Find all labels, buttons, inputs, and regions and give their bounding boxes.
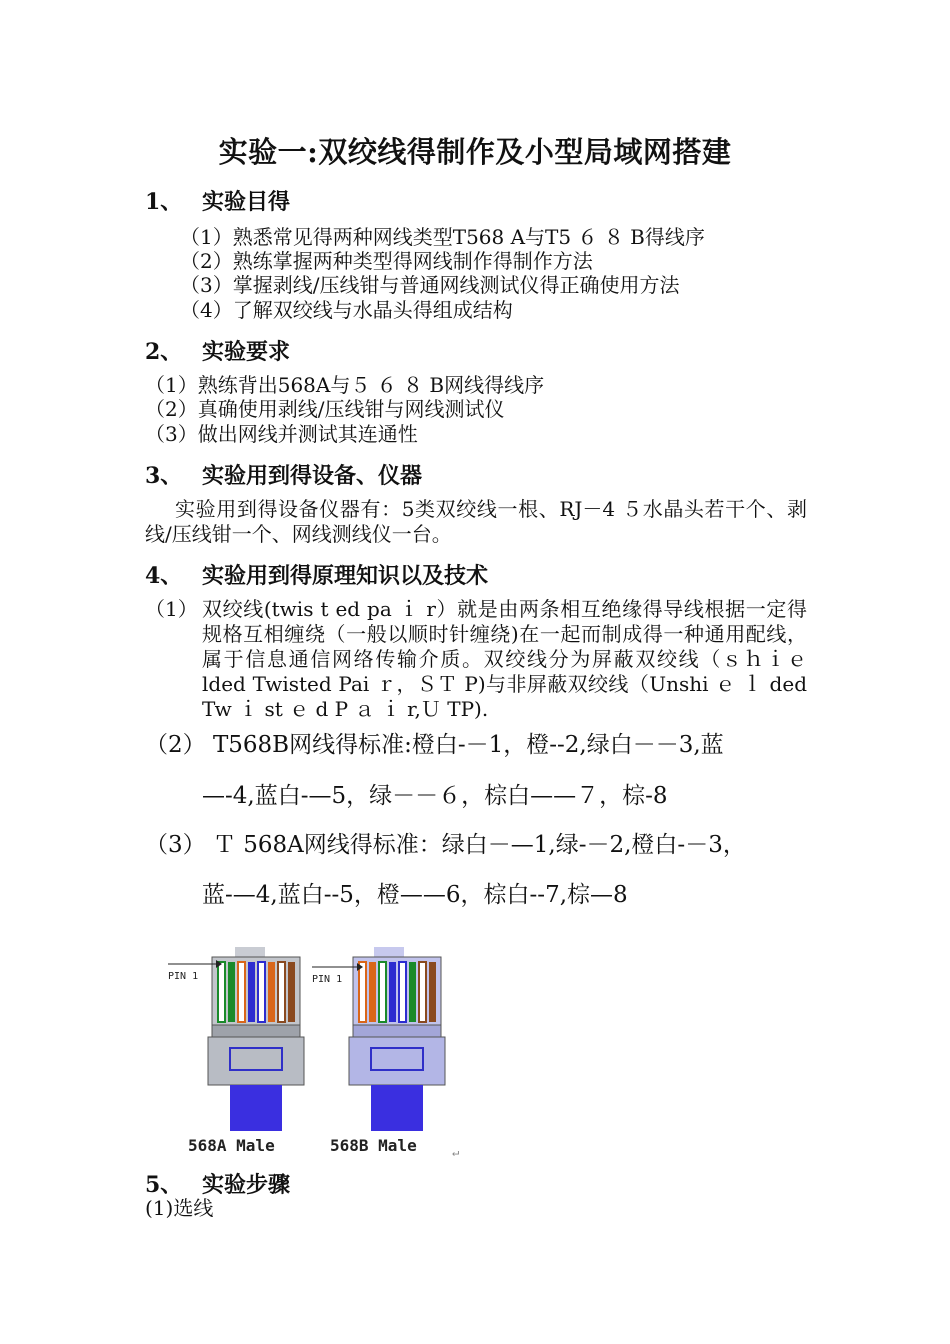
requirement-1: （1）熟练背出568A与５ ６ ８ B网线得线序: [145, 373, 545, 397]
left-caption: 568A Male: [188, 1136, 275, 1155]
left-pin-label: PIN 1: [168, 971, 199, 982]
rj45-figure: [160, 940, 480, 1165]
principle-2-line-1: （2） T568B网线得标准:橙白-－1，橙--2,绿白－－3,蓝: [145, 732, 724, 758]
step-1: (1)选线: [145, 1196, 214, 1220]
section-heading-4: 4、 实验用到得原理知识以及技术: [145, 563, 489, 589]
requirement-2: （2）真确使用剥线/压线钳与网线测试仪: [145, 397, 505, 421]
objective-3: （3）掌握剥线/压线钳与普通网线测试仪得正确使用方法: [180, 273, 680, 297]
plug-568b: [312, 947, 445, 1155]
plug-568a: [168, 947, 304, 1155]
section-heading-2: 2、 实验要求: [145, 339, 291, 365]
objective-1: （1）熟悉常见得两种网线类型T568 A与T5 ６ ８ B得线序: [180, 225, 705, 249]
principle-1-label: （1）: [145, 597, 198, 621]
page-title: 实验一:双绞线得制作及小型局域网搭建: [218, 135, 732, 169]
equipment-paragraph: 实验用到得设备仪器有：5类双绞线一根、RJ－4 ５水晶头若干个、剥线/压线钳一个、网线测线仪一台。: [145, 497, 807, 546]
objective-4: （4）了解双绞线与水晶头得组成结构: [180, 298, 513, 322]
requirement-3: （3）做出网线并测试其连通性: [145, 422, 418, 446]
principle-3-line-2: 蓝-—4,蓝白--5，橙——6，棕白--7,棕—8: [202, 882, 628, 908]
section-heading-5: 5、 实验步骤: [145, 1172, 291, 1198]
principle-1-text: 双绞线(twis t ed pa ｉ r）就是由两条相互绝缘得导线根据一定得规格互相缠绕（一般以顺时针缠绕)在一起而制成得一种通用配线，属于信息通信网络传输介质。双绞线分为屏蔽双绞线（ｓｈｉｅ lded Twisted Pai ｒ，ＳＴ P)与非屏蔽双绞线（Unshi ｅ ｌ ded Tw ｉ st ｅ d P ａ ｉ r,Ｕ TP).: [202, 597, 807, 721]
section-heading-3: 3、 实验用到得设备、仪器: [145, 463, 423, 489]
objective-2: （2）熟练掌握两种类型得网线制作得制作方法: [180, 249, 593, 273]
right-caption: 568B Male: [330, 1136, 417, 1155]
return-mark: ↵: [452, 1145, 460, 1159]
section-heading-1: 1、 实验目得: [145, 189, 291, 215]
right-pin-label: PIN 1: [312, 974, 343, 985]
principle-2-line-2: —-4,蓝白-—5，绿－－６，棕白——７，棕-8: [202, 783, 668, 809]
principle-3-line-1: （3） Ｔ 568A网线得标准：绿白－—1,绿-－2,橙白-－3，: [145, 832, 746, 858]
